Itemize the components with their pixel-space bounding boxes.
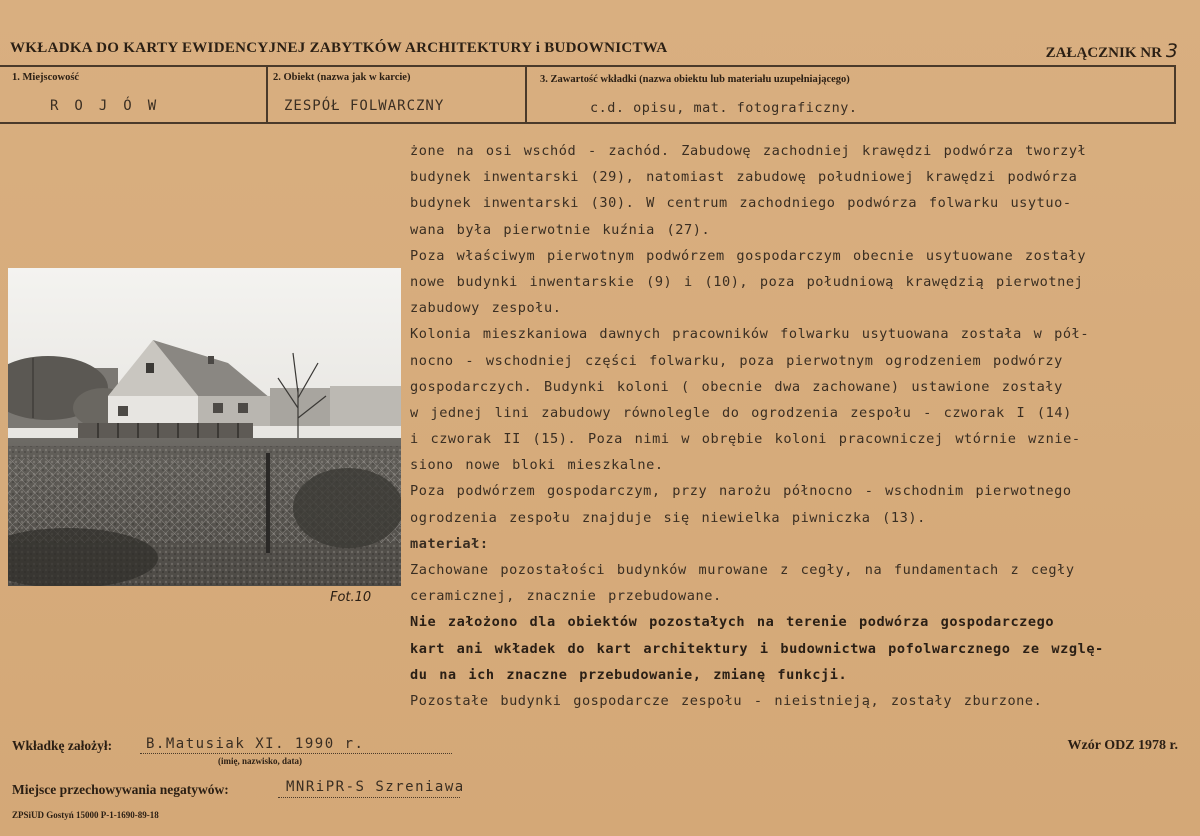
description-line: Kolonia mieszkaniowa dawnych pracowników folwarku usytuowana została w pół- bbox=[410, 326, 1090, 343]
description-line: gospodarczych. Budynki koloni ( obecnie dwa zachowane) ustawione zostały bbox=[410, 378, 1063, 395]
photo-caption: Fot.10 bbox=[330, 590, 372, 605]
attachment-number bbox=[1046, 40, 1178, 62]
author-dotline bbox=[140, 753, 452, 754]
description-line: siono nowe bloki mieszkalne. bbox=[410, 457, 664, 474]
description-line: nocno - wschodniej części folwarku, poza pierwotnym ogrodzeniem podwórzy bbox=[410, 352, 1063, 369]
fields-divider bbox=[0, 122, 1176, 124]
description-line: Nie założono dla obiektów pozostałych na terenie podwórza gospodarczego bbox=[410, 614, 1055, 631]
storage-label: Miejsce przechowywania negatywów: bbox=[12, 782, 229, 797]
field-separator-1 bbox=[266, 66, 268, 123]
description-line: budynek inwentarski (29), natomiast zabudowę południowej krawędzi podwórza bbox=[410, 169, 1078, 186]
description-text bbox=[410, 138, 1190, 714]
description-line: nowe budynki inwentarskie (9) i (10), poza południową krawędzią pierwotnej bbox=[410, 273, 1084, 290]
storage-value: MNRiPR-S Szreniawa bbox=[286, 779, 465, 795]
description-line: Zachowane pozostałości budynków murowane z cegły, na fundamentach z cegły bbox=[410, 562, 1075, 578]
description-line: i czworak II (15). Poza nimi w obrębie koloni pracowniczej wtórnie wznie- bbox=[410, 431, 1081, 448]
description-line: materiał: bbox=[410, 535, 489, 552]
field-separator-2 bbox=[525, 66, 527, 123]
description-line: Poza właściwym pierwotnym podwórzem gospodarczym obecnie usytuowane zostały bbox=[410, 247, 1087, 264]
storage-dotline bbox=[278, 797, 460, 798]
description-line: ceramicznej, znacznie przebudowane. bbox=[410, 588, 722, 605]
attachment-number-value: 3 bbox=[1165, 40, 1178, 62]
author-value: B.Matusiak XI. 1990 r. bbox=[146, 736, 365, 752]
description-line: Poza podwórzem gospodarczym, przy narożu północno - wschodnim pierwotnego bbox=[410, 483, 1072, 500]
header-divider bbox=[0, 65, 1176, 67]
description-line: w jednej lini zabudowy równolegle do ogrodzenia zespołu - czworak I (14) bbox=[410, 404, 1072, 421]
field-separator-3 bbox=[1174, 66, 1176, 123]
printer-info: ZPSiUD Gostyń 15000 P-1-1690-89-18 bbox=[12, 810, 159, 820]
description-line: kart ani wkładek do kart architektury i budownictwa pofolwarcznego ze wzglę- bbox=[410, 640, 1104, 657]
card-title: WKŁADKA DO KARTY EWIDENCYJNEJ ZABYTKÓW ARCHITEKTURY i BUDOWNICTWA bbox=[10, 40, 668, 56]
description-line: wana była pierwotnie kuźnia (27). bbox=[410, 221, 711, 238]
description-line: du na ich znaczne przebudowanie, zmianę funkcji. bbox=[410, 666, 848, 683]
object-value: ZESPÓŁ FOLWARCZNY bbox=[284, 98, 445, 114]
content-label: 3. Zawartość wkładki (nazwa obiektu lub materiału uzupełniającego) bbox=[540, 74, 850, 85]
photo-image bbox=[8, 268, 401, 586]
description-line: żone na osi wschód - zachód. Zabudowę zachodniej krawędzi podwórza tworzył bbox=[410, 143, 1087, 159]
farm-photo bbox=[8, 268, 401, 586]
description-line: zabudowy zespołu. bbox=[410, 300, 562, 317]
attachment-label: ZAŁĄCZNIK NR bbox=[1045, 45, 1162, 61]
template-version: Wzór ODZ 1978 r. bbox=[1067, 738, 1178, 753]
location-value: ROJÓW bbox=[50, 98, 173, 114]
object-label: 2. Obiekt (nazwa jak w karcie) bbox=[273, 72, 411, 83]
author-label: Wkładkę założył: bbox=[12, 738, 113, 753]
content-value: c.d. opisu, mat. fotograficzny. bbox=[590, 100, 858, 116]
description-line: ogrodzenia zespołu znajduje się niewielka piwniczka (13). bbox=[410, 509, 926, 526]
description-line: Pozostałe budynki gospodarcze zespołu - nieistnieją, zostały zburzone. bbox=[410, 692, 1043, 709]
location-label: 1. Miejscowość bbox=[12, 72, 80, 83]
description-line: budynek inwentarski (30). W centrum zachodniego podwórza folwarku usytuo- bbox=[410, 195, 1072, 212]
author-note: (imię, nazwisko, data) bbox=[218, 756, 302, 766]
